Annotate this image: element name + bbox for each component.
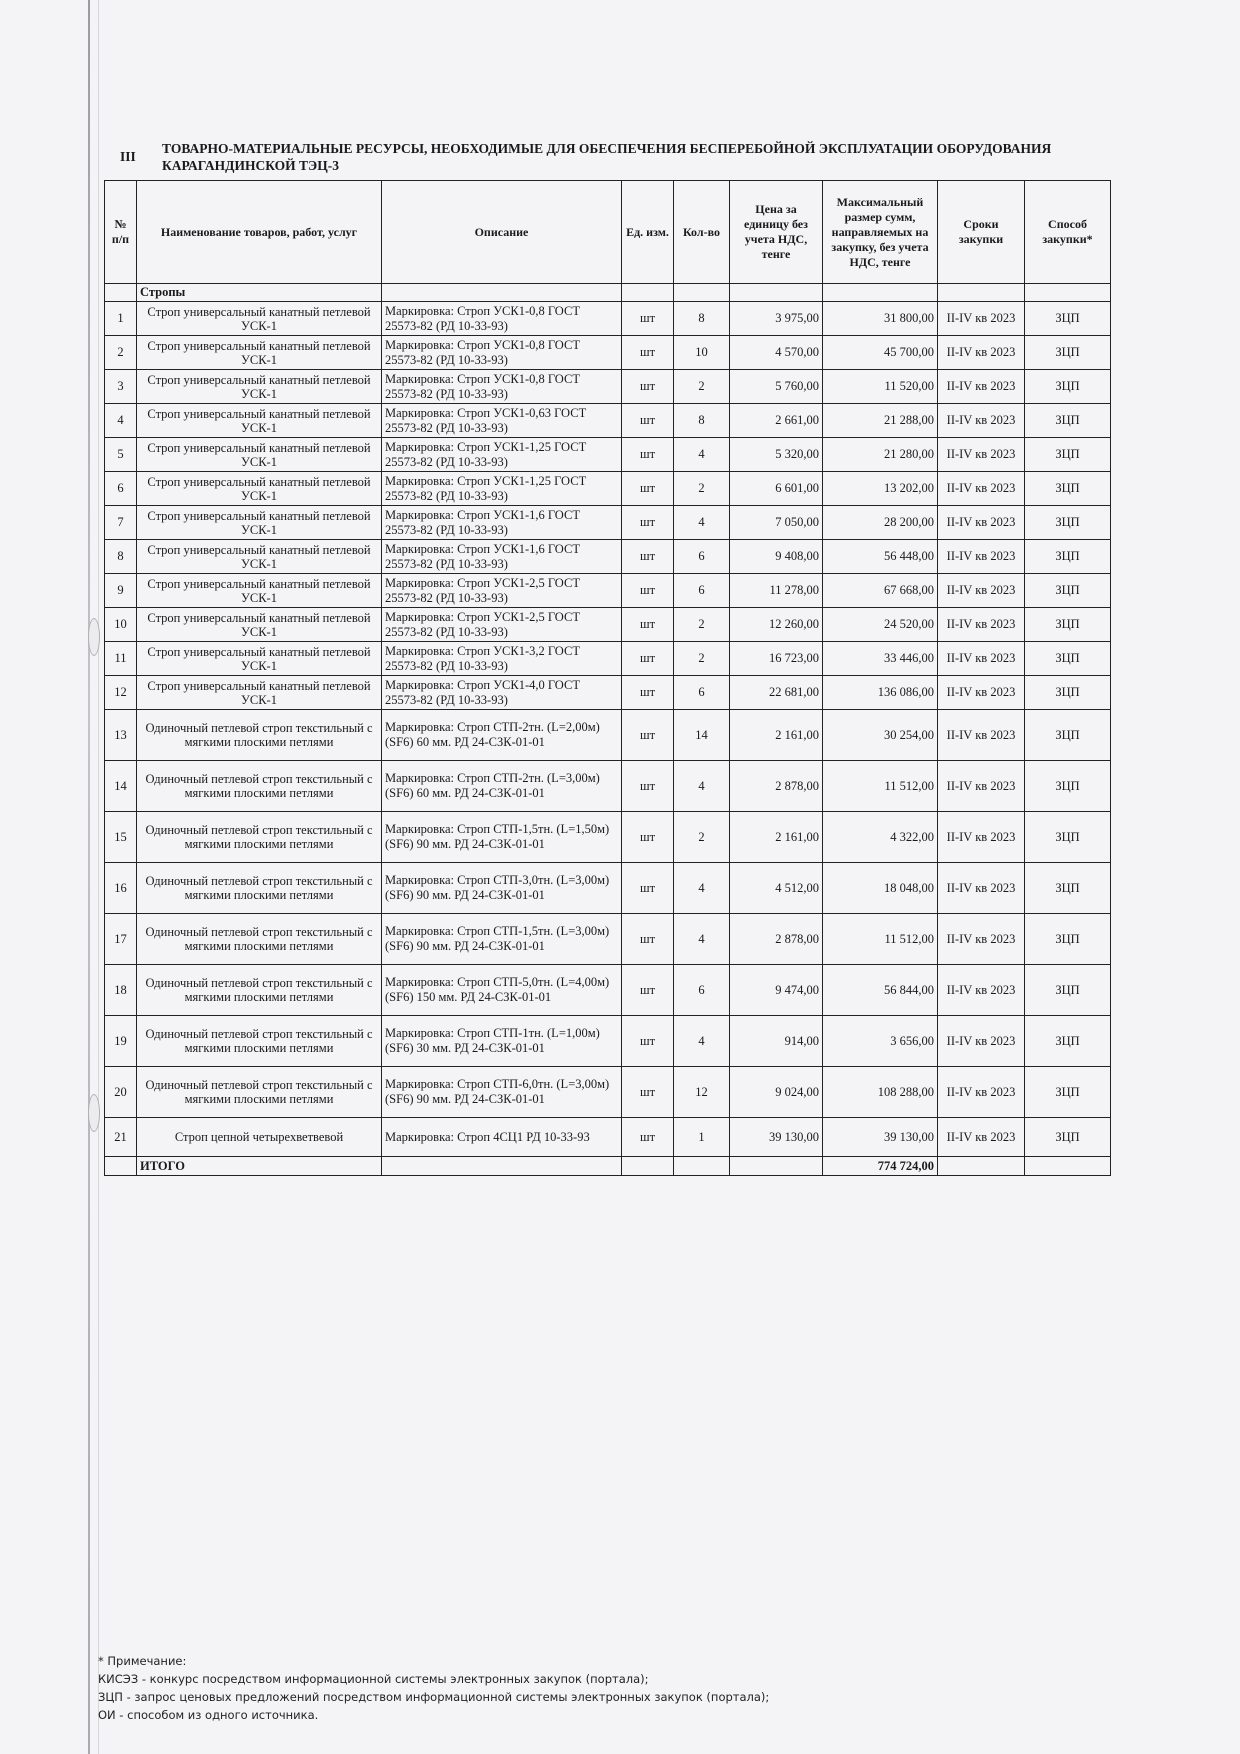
group-label: Стропы: [137, 284, 382, 302]
table-row: [105, 540, 1111, 574]
item-name: Строп универсальный канатный петлевой УСК-1: [137, 302, 382, 336]
item-period: II-IV кв 2023: [938, 676, 1025, 710]
item-period: II-IV кв 2023: [938, 761, 1025, 812]
item-total: 67 668,00: [823, 574, 938, 608]
item-unit: шт: [622, 914, 674, 965]
item-quantity: 6: [674, 676, 730, 710]
header-col-description: Описание: [382, 181, 622, 284]
row-number: 12: [105, 676, 137, 710]
item-method: ЗЦП: [1025, 574, 1111, 608]
empty-cell: [1025, 1157, 1111, 1176]
item-unit-price: 6 601,00: [730, 472, 823, 506]
footnote-line: ОИ - способом из одного источника.: [98, 1708, 319, 1722]
header-col-max-sum: Максимальный размер сумм, направляемых на закупку, без учета НДС, тенге: [823, 181, 938, 284]
item-total: 21 280,00: [823, 438, 938, 472]
item-description: Маркировка: Строп УСК1-2,5 ГОСТ 25573-82 (РД 10-33-93): [382, 574, 622, 608]
item-description: Маркировка: Строп СТП-3,0тн. (L=3,00м) (SF6) 90 мм. РД 24-СЗК-01-01: [382, 863, 622, 914]
item-unit: шт: [622, 404, 674, 438]
item-description: Маркировка: Строп СТП-2тн. (L=2,00м) (SF6) 60 мм. РД 24-СЗК-01-01: [382, 710, 622, 761]
item-period: II-IV кв 2023: [938, 1016, 1025, 1067]
item-quantity: 4: [674, 1016, 730, 1067]
item-total: 39 130,00: [823, 1118, 938, 1157]
item-method: ЗЦП: [1025, 336, 1111, 370]
punch-hole-mark: [88, 1094, 100, 1132]
item-total: 31 800,00: [823, 302, 938, 336]
header-col-period: Сроки закупки: [938, 181, 1025, 284]
item-total: 45 700,00: [823, 336, 938, 370]
item-description: Маркировка: Строп УСК1-1,6 ГОСТ 25573-82 (РД 10-33-93): [382, 540, 622, 574]
header-col-quantity: Кол-во: [674, 181, 730, 284]
scan-edge: [88, 0, 90, 1754]
item-quantity: 2: [674, 642, 730, 676]
item-unit: шт: [622, 710, 674, 761]
item-method: ЗЦП: [1025, 438, 1111, 472]
item-total: 11 512,00: [823, 761, 938, 812]
empty-cell: [938, 1157, 1025, 1176]
item-period: II-IV кв 2023: [938, 574, 1025, 608]
item-period: II-IV кв 2023: [938, 472, 1025, 506]
section-title: ТОВАРНО-МАТЕРИАЛЬНЫЕ РЕСУРСЫ, НЕОБХОДИМЫЕ ДЛЯ ОБЕСПЕЧЕНИЯ БЕСПЕРЕБОЙНОЙ ЭКСПЛУАТАЦИИ ОБОРУДОВАНИЯ КАРАГАНДИНСКОЙ ТЭЦ-3: [162, 141, 1052, 173]
empty-cell: [382, 1157, 622, 1176]
item-name: Строп универсальный канатный петлевой УСК-1: [137, 472, 382, 506]
item-total: 3 656,00: [823, 1016, 938, 1067]
item-total: 33 446,00: [823, 642, 938, 676]
item-description: Маркировка: Строп СТП-6,0тн. (L=3,00м) (SF6) 90 мм. РД 24-СЗК-01-01: [382, 1067, 622, 1118]
row-number: 6: [105, 472, 137, 506]
table-row: [105, 642, 1111, 676]
item-name: Одиночный петлевой строп текстильный с мягкими плоскими петлями: [137, 812, 382, 863]
item-name: Строп универсальный канатный петлевой УСК-1: [137, 336, 382, 370]
item-quantity: 6: [674, 574, 730, 608]
table-row: [105, 863, 1111, 914]
item-period: II-IV кв 2023: [938, 404, 1025, 438]
item-period: II-IV кв 2023: [938, 965, 1025, 1016]
item-total: 4 322,00: [823, 812, 938, 863]
item-period: II-IV кв 2023: [938, 710, 1025, 761]
item-method: ЗЦП: [1025, 676, 1111, 710]
item-description: Маркировка: Строп СТП-1,5тн. (L=1,50м) (SF6) 90 мм. РД 24-СЗК-01-01: [382, 812, 622, 863]
item-description: Маркировка: Строп УСК1-1,25 ГОСТ 25573-82 (РД 10-33-93): [382, 438, 622, 472]
item-total: 56 448,00: [823, 540, 938, 574]
item-unit-price: 4 512,00: [730, 863, 823, 914]
item-method: ЗЦП: [1025, 1016, 1111, 1067]
item-period: II-IV кв 2023: [938, 302, 1025, 336]
item-total: 136 086,00: [823, 676, 938, 710]
row-number: 8: [105, 540, 137, 574]
footnote-line: КИСЭЗ - конкурс посредством информационной системы электронных закупок (портала);: [98, 1672, 649, 1686]
item-quantity: 4: [674, 506, 730, 540]
table-row: [105, 1016, 1111, 1067]
item-method: ЗЦП: [1025, 370, 1111, 404]
empty-cell: [674, 1157, 730, 1176]
item-method: ЗЦП: [1025, 812, 1111, 863]
table-row: [105, 761, 1111, 812]
item-period: II-IV кв 2023: [938, 608, 1025, 642]
row-number: 1: [105, 302, 137, 336]
item-description: Маркировка: Строп УСК1-0,8 ГОСТ 25573-82 (РД 10-33-93): [382, 370, 622, 404]
item-method: ЗЦП: [1025, 761, 1111, 812]
item-unit: шт: [622, 1118, 674, 1157]
item-description: Маркировка: Строп УСК1-4,0 ГОСТ 25573-82 (РД 10-33-93): [382, 676, 622, 710]
table-header-row: [105, 181, 1111, 284]
item-name: Строп универсальный канатный петлевой УСК-1: [137, 574, 382, 608]
item-unit-price: 5 320,00: [730, 438, 823, 472]
item-unit: шт: [622, 506, 674, 540]
item-name: Одиночный петлевой строп текстильный с мягкими плоскими петлями: [137, 710, 382, 761]
item-unit-price: 2 161,00: [730, 710, 823, 761]
row-number: 14: [105, 761, 137, 812]
item-name: Одиночный петлевой строп текстильный с мягкими плоскими петлями: [137, 1016, 382, 1067]
item-total: 56 844,00: [823, 965, 938, 1016]
item-period: II-IV кв 2023: [938, 506, 1025, 540]
item-quantity: 2: [674, 370, 730, 404]
item-period: II-IV кв 2023: [938, 336, 1025, 370]
item-description: Маркировка: Строп СТП-1,5тн. (L=3,00м) (SF6) 90 мм. РД 24-СЗК-01-01: [382, 914, 622, 965]
row-number: 13: [105, 710, 137, 761]
item-description: Маркировка: Строп УСК1-2,5 ГОСТ 25573-82 (РД 10-33-93): [382, 608, 622, 642]
item-name: Одиночный петлевой строп текстильный с мягкими плоскими петлями: [137, 914, 382, 965]
footnote-line: ЗЦП - запрос ценовых предложений посредством информационной системы электронных закупок (портала);: [98, 1690, 770, 1704]
item-unit-price: 39 130,00: [730, 1118, 823, 1157]
item-name: Строп универсальный канатный петлевой УСК-1: [137, 540, 382, 574]
header-col-name: Наименование товаров, работ, услуг: [137, 181, 382, 284]
item-description: Маркировка: Строп УСК1-0,8 ГОСТ 25573-82 (РД 10-33-93): [382, 302, 622, 336]
row-number: 9: [105, 574, 137, 608]
item-name: Одиночный петлевой строп текстильный с мягкими плоскими петлями: [137, 1067, 382, 1118]
item-unit-price: 3 975,00: [730, 302, 823, 336]
item-unit-price: 5 760,00: [730, 370, 823, 404]
scan-edge-shadow: [98, 0, 99, 1754]
table-row: [105, 302, 1111, 336]
row-number: 4: [105, 404, 137, 438]
total-value: 774 724,00: [823, 1157, 938, 1176]
section-heading: [120, 140, 1080, 174]
item-method: ЗЦП: [1025, 1118, 1111, 1157]
row-number: 10: [105, 608, 137, 642]
item-total: 21 288,00: [823, 404, 938, 438]
row-number: 19: [105, 1016, 137, 1067]
item-quantity: 4: [674, 914, 730, 965]
item-unit: шт: [622, 1016, 674, 1067]
footnote: [98, 1652, 769, 1724]
table-row: [105, 676, 1111, 710]
item-name: Строп универсальный канатный петлевой УСК-1: [137, 608, 382, 642]
procurement-table: [104, 180, 1111, 1176]
item-unit: шт: [622, 438, 674, 472]
item-total: 13 202,00: [823, 472, 938, 506]
table-row: [105, 574, 1111, 608]
row-number: 11: [105, 642, 137, 676]
item-name: Одиночный петлевой строп текстильный с мягкими плоскими петлями: [137, 965, 382, 1016]
item-description: Маркировка: Строп 4СЦ1 РД 10-33-93: [382, 1118, 622, 1157]
item-unit-price: 7 050,00: [730, 506, 823, 540]
punch-hole-mark: [88, 618, 100, 656]
item-unit: шт: [622, 302, 674, 336]
item-name: Строп универсальный канатный петлевой УСК-1: [137, 370, 382, 404]
row-number: 15: [105, 812, 137, 863]
table-row: [105, 438, 1111, 472]
section-number: III: [120, 149, 136, 164]
table-row: [105, 1118, 1111, 1157]
item-period: II-IV кв 2023: [938, 540, 1025, 574]
item-total: 18 048,00: [823, 863, 938, 914]
item-method: ЗЦП: [1025, 1067, 1111, 1118]
item-period: II-IV кв 2023: [938, 642, 1025, 676]
item-total: 11 520,00: [823, 370, 938, 404]
row-number: 3: [105, 370, 137, 404]
item-quantity: 8: [674, 302, 730, 336]
item-period: II-IV кв 2023: [938, 914, 1025, 965]
empty-cell: [622, 1157, 674, 1176]
item-unit-price: 12 260,00: [730, 608, 823, 642]
item-unit: шт: [622, 863, 674, 914]
row-number: 16: [105, 863, 137, 914]
item-name: Строп цепной четырехветвевой: [137, 1118, 382, 1157]
item-method: ЗЦП: [1025, 965, 1111, 1016]
item-total: 11 512,00: [823, 914, 938, 965]
item-unit: шт: [622, 761, 674, 812]
item-unit: шт: [622, 676, 674, 710]
item-unit-price: 11 278,00: [730, 574, 823, 608]
item-unit: шт: [622, 965, 674, 1016]
item-method: ЗЦП: [1025, 506, 1111, 540]
item-description: Маркировка: Строп УСК1-1,6 ГОСТ 25573-82 (РД 10-33-93): [382, 506, 622, 540]
empty-cell: [105, 1157, 137, 1176]
table-row: [105, 404, 1111, 438]
item-unit-price: 9 474,00: [730, 965, 823, 1016]
item-method: ЗЦП: [1025, 472, 1111, 506]
item-quantity: 14: [674, 710, 730, 761]
item-unit: шт: [622, 370, 674, 404]
item-quantity: 4: [674, 761, 730, 812]
item-description: Маркировка: Строп СТП-2тн. (L=3,00м) (SF6) 60 мм. РД 24-СЗК-01-01: [382, 761, 622, 812]
item-period: II-IV кв 2023: [938, 438, 1025, 472]
row-number: 17: [105, 914, 137, 965]
item-unit-price: 2 661,00: [730, 404, 823, 438]
row-number: 21: [105, 1118, 137, 1157]
row-number: 2: [105, 336, 137, 370]
item-period: II-IV кв 2023: [938, 1118, 1025, 1157]
row-number: 20: [105, 1067, 137, 1118]
item-unit-price: 16 723,00: [730, 642, 823, 676]
item-unit: шт: [622, 642, 674, 676]
item-period: II-IV кв 2023: [938, 370, 1025, 404]
group-row: [105, 284, 1111, 302]
item-period: II-IV кв 2023: [938, 1067, 1025, 1118]
item-unit-price: 914,00: [730, 1016, 823, 1067]
item-quantity: 6: [674, 965, 730, 1016]
item-unit: шт: [622, 1067, 674, 1118]
item-name: Строп универсальный канатный петлевой УСК-1: [137, 676, 382, 710]
item-quantity: 1: [674, 1118, 730, 1157]
item-unit-price: 9 408,00: [730, 540, 823, 574]
item-unit: шт: [622, 336, 674, 370]
footnote-title: * Примечание:: [98, 1654, 187, 1668]
table-row: [105, 1067, 1111, 1118]
item-method: ЗЦП: [1025, 863, 1111, 914]
item-total: 108 288,00: [823, 1067, 938, 1118]
row-number: 5: [105, 438, 137, 472]
table-row: [105, 370, 1111, 404]
table-row: [105, 710, 1111, 761]
item-unit-price: 4 570,00: [730, 336, 823, 370]
item-name: Строп универсальный канатный петлевой УСК-1: [137, 438, 382, 472]
item-method: ЗЦП: [1025, 710, 1111, 761]
item-period: II-IV кв 2023: [938, 863, 1025, 914]
item-description: Маркировка: Строп УСК1-0,8 ГОСТ 25573-82 (РД 10-33-93): [382, 336, 622, 370]
item-quantity: 10: [674, 336, 730, 370]
header-col-unit-price: Цена за единицу без учета НДС, тенге: [730, 181, 823, 284]
item-method: ЗЦП: [1025, 914, 1111, 965]
item-quantity: 6: [674, 540, 730, 574]
item-total: 24 520,00: [823, 608, 938, 642]
item-method: ЗЦП: [1025, 540, 1111, 574]
item-name: Строп универсальный канатный петлевой УСК-1: [137, 642, 382, 676]
item-method: ЗЦП: [1025, 642, 1111, 676]
item-method: ЗЦП: [1025, 404, 1111, 438]
item-method: ЗЦП: [1025, 302, 1111, 336]
item-unit-price: 2 878,00: [730, 761, 823, 812]
item-quantity: 2: [674, 608, 730, 642]
item-unit-price: 9 024,00: [730, 1067, 823, 1118]
item-unit: шт: [622, 574, 674, 608]
table-row: [105, 914, 1111, 965]
item-name: Строп универсальный канатный петлевой УСК-1: [137, 506, 382, 540]
item-quantity: 4: [674, 863, 730, 914]
item-quantity: 2: [674, 472, 730, 506]
item-unit: шт: [622, 472, 674, 506]
table-row: [105, 472, 1111, 506]
empty-cell: [730, 1157, 823, 1176]
item-description: Маркировка: Строп УСК1-0,63 ГОСТ 25573-82 (РД 10-33-93): [382, 404, 622, 438]
table-row: [105, 812, 1111, 863]
item-total: 30 254,00: [823, 710, 938, 761]
total-label: ИТОГО: [137, 1157, 382, 1176]
item-name: Строп универсальный канатный петлевой УСК-1: [137, 404, 382, 438]
item-description: Маркировка: Строп УСК1-1,25 ГОСТ 25573-82 (РД 10-33-93): [382, 472, 622, 506]
item-description: Маркировка: Строп СТП-5,0тн. (L=4,00м) (SF6) 150 мм. РД 24-СЗК-01-01: [382, 965, 622, 1016]
total-row: [105, 1157, 1111, 1176]
header-col-unit: Ед. изм.: [622, 181, 674, 284]
header-col-number: № п/п: [105, 181, 137, 284]
row-number: 7: [105, 506, 137, 540]
item-method: ЗЦП: [1025, 608, 1111, 642]
table-row: [105, 608, 1111, 642]
item-unit-price: 22 681,00: [730, 676, 823, 710]
table-row: [105, 336, 1111, 370]
item-quantity: 8: [674, 404, 730, 438]
item-name: Одиночный петлевой строп текстильный с мягкими плоскими петлями: [137, 863, 382, 914]
header-col-method: Способ закупки*: [1025, 181, 1111, 284]
item-quantity: 12: [674, 1067, 730, 1118]
item-description: Маркировка: Строп СТП-1тн. (L=1,00м) (SF6) 30 мм. РД 24-СЗК-01-01: [382, 1016, 622, 1067]
item-unit: шт: [622, 812, 674, 863]
item-name: Одиночный петлевой строп текстильный с мягкими плоскими петлями: [137, 761, 382, 812]
table-row: [105, 506, 1111, 540]
item-unit-price: 2 161,00: [730, 812, 823, 863]
table-row: [105, 965, 1111, 1016]
item-quantity: 4: [674, 438, 730, 472]
item-quantity: 2: [674, 812, 730, 863]
item-unit: шт: [622, 540, 674, 574]
item-unit-price: 2 878,00: [730, 914, 823, 965]
row-number: 18: [105, 965, 137, 1016]
item-total: 28 200,00: [823, 506, 938, 540]
item-description: Маркировка: Строп УСК1-3,2 ГОСТ 25573-82 (РД 10-33-93): [382, 642, 622, 676]
item-unit: шт: [622, 608, 674, 642]
item-period: II-IV кв 2023: [938, 812, 1025, 863]
